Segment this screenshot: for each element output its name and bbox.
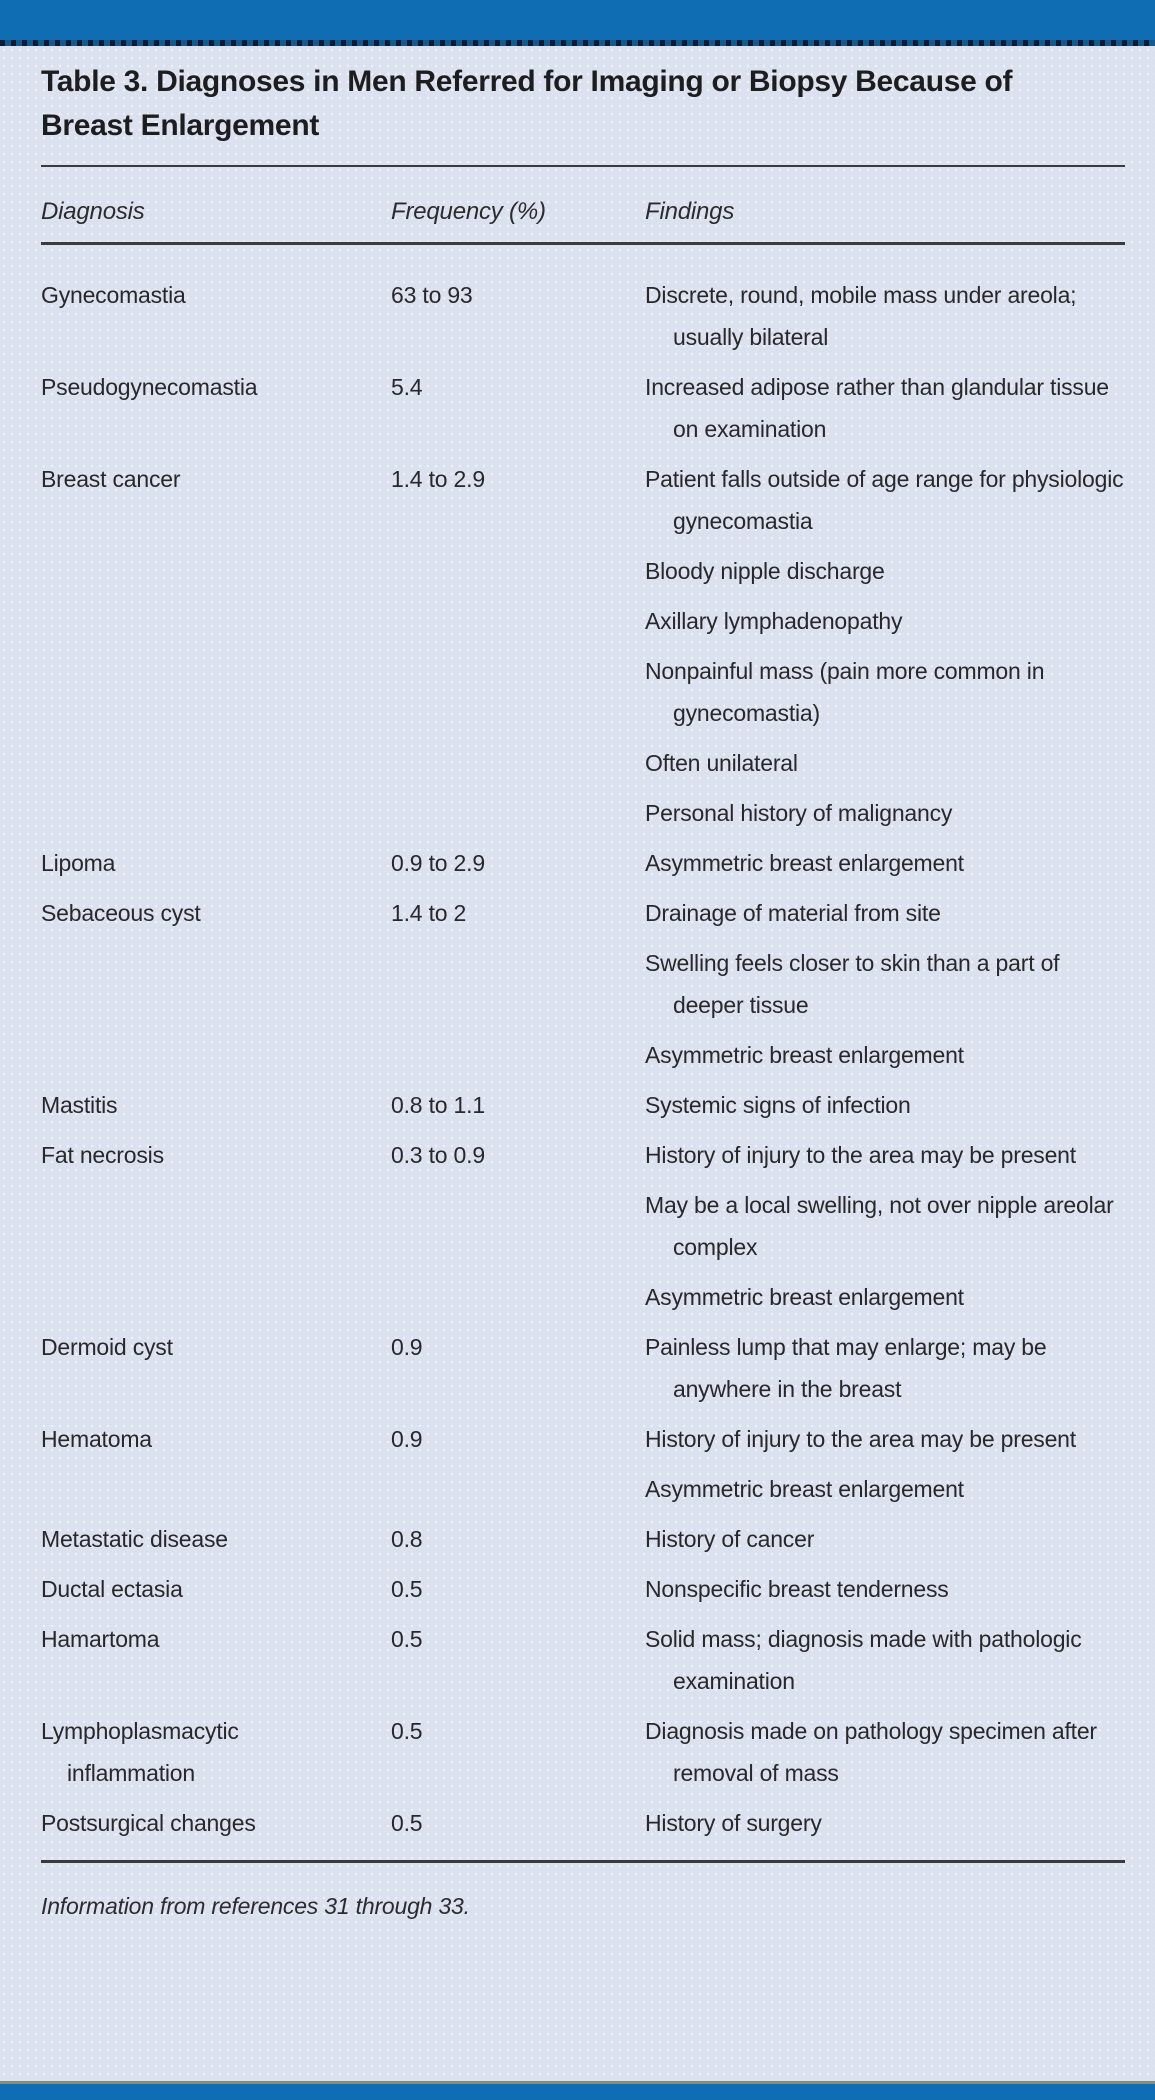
column-header-frequency: Frequency (%) (391, 198, 546, 225)
table-row (41, 842, 1125, 884)
finding-item: Patient falls outside of age range for physiologic gynecomastia (645, 466, 1124, 534)
table-row (41, 366, 1125, 450)
diagnosis-cell: Fat necrosis (41, 1142, 164, 1168)
table-row (41, 458, 1125, 834)
diagnosis-cell: Ductal ectasia (41, 1576, 183, 1602)
findings-cell (645, 366, 1125, 450)
findings-cell (645, 1618, 1125, 1702)
finding-item: Axillary lymphadenopathy (645, 608, 903, 634)
frequency-cell: 0.9 to 2.9 (391, 850, 485, 876)
findings-cell (645, 1518, 1125, 1560)
rule-above-header (41, 165, 1125, 167)
finding-item: Nonpainful mass (pain more common in gynecomastia) (645, 658, 1045, 726)
finding-item: Swelling feels closer to skin than a part of deeper tissue (645, 950, 1060, 1018)
table-panel (0, 46, 1155, 2081)
findings-cell (645, 274, 1125, 358)
finding-item: Diagnosis made on pathology specimen after removal of mass (645, 1718, 1097, 1786)
finding-item: Nonspecific breast tenderness (645, 1576, 949, 1602)
findings-cell (645, 1326, 1125, 1410)
table-header-row (41, 191, 1125, 233)
finding-item: Asymmetric breast enlargement (645, 850, 964, 876)
findings-cell (645, 842, 1125, 884)
finding-item: Solid mass; diagnosis made with pathologic examination (645, 1626, 1082, 1694)
frequency-cell: 0.8 (391, 1526, 423, 1552)
frequency-cell: 0.5 (391, 1626, 423, 1652)
diagnosis-cell: Sebaceous cyst (41, 900, 201, 926)
diagnosis-cell: Metastatic disease (41, 1526, 228, 1552)
column-header-findings: Findings (645, 198, 735, 225)
table-row (41, 1418, 1125, 1510)
frequency-cell: 0.9 (391, 1426, 423, 1452)
rule-below-header (41, 242, 1125, 245)
diagnosis-cell: Lymphoplasmacytic inflammation (41, 1718, 239, 1786)
diagnosis-cell: Postsurgical changes (41, 1810, 256, 1836)
finding-item: History of surgery (645, 1810, 822, 1836)
finding-item: History of cancer (645, 1526, 815, 1552)
frequency-cell: 5.4 (391, 374, 423, 400)
findings-cell (645, 1802, 1125, 1844)
findings-cell (645, 1710, 1125, 1794)
table-row (41, 1618, 1125, 1702)
findings-cell (645, 458, 1125, 834)
diagnosis-cell: Pseudogynecomastia (41, 374, 258, 400)
frequency-cell: 0.8 to 1.1 (391, 1092, 485, 1118)
findings-cell (645, 1084, 1125, 1126)
table-row (41, 1326, 1125, 1410)
bottom-banner-bar (0, 2084, 1155, 2100)
frequency-cell: 1.4 to 2.9 (391, 466, 485, 492)
table-row (41, 1802, 1125, 1844)
finding-item: Bloody nipple discharge (645, 558, 885, 584)
diagnosis-cell: Breast cancer (41, 466, 181, 492)
finding-item: Drainage of material from site (645, 900, 941, 926)
findings-cell (645, 1568, 1125, 1610)
diagnosis-cell: Dermoid cyst (41, 1334, 173, 1360)
top-banner-bar (0, 0, 1155, 40)
diagnosis-cell: Hematoma (41, 1426, 152, 1452)
finding-item: Systemic signs of infection (645, 1092, 911, 1118)
table-body (41, 274, 1125, 1844)
finding-item: Increased adipose rather than glandular tissue on examination (645, 374, 1109, 442)
table-row (41, 1518, 1125, 1560)
diagnosis-cell: Gynecomastia (41, 282, 186, 308)
diagnosis-cell: Lipoma (41, 850, 116, 876)
finding-item: Personal history of malignancy (645, 800, 953, 826)
finding-item: Asymmetric breast enlargement (645, 1476, 964, 1502)
finding-item: History of injury to the area may be present (645, 1142, 1076, 1168)
table-row (41, 1134, 1125, 1318)
diagnosis-cell: Mastitis (41, 1092, 118, 1118)
frequency-cell: 1.4 to 2 (391, 900, 467, 926)
frequency-cell: 0.5 (391, 1810, 423, 1836)
findings-cell (645, 892, 1125, 1076)
rule-bottom (41, 1860, 1125, 1863)
finding-item: Discrete, round, mobile mass under areola; usually bilateral (645, 282, 1077, 350)
frequency-cell: 63 to 93 (391, 282, 473, 308)
frequency-cell: 0.5 (391, 1576, 423, 1602)
table-title: Table 3. Diagnoses in Men Referred for Imaging or Biopsy Because of Breast Enlargement (41, 65, 1013, 142)
table-row (41, 274, 1125, 358)
finding-item: May be a local swelling, not over nipple areolar complex (645, 1192, 1114, 1260)
table-row (41, 892, 1125, 1076)
finding-item: Painless lump that may enlarge; may be anywhere in the breast (645, 1334, 1047, 1402)
footnote: Information from references 31 through 33. (41, 1893, 470, 1919)
table-row (41, 1568, 1125, 1610)
finding-item: Asymmetric breast enlargement (645, 1284, 964, 1310)
finding-item: Asymmetric breast enlargement (645, 1042, 964, 1068)
column-header-diagnosis: Diagnosis (41, 198, 145, 225)
frequency-cell: 0.9 (391, 1334, 423, 1360)
diagnosis-cell: Hamartoma (41, 1626, 160, 1652)
table-row (41, 1710, 1125, 1794)
finding-item: Often unilateral (645, 750, 798, 776)
finding-item: History of injury to the area may be present (645, 1426, 1076, 1452)
table-row (41, 1084, 1125, 1126)
frequency-cell: 0.3 to 0.9 (391, 1142, 485, 1168)
findings-cell (645, 1134, 1125, 1318)
frequency-cell: 0.5 (391, 1718, 423, 1744)
findings-cell (645, 1418, 1125, 1510)
